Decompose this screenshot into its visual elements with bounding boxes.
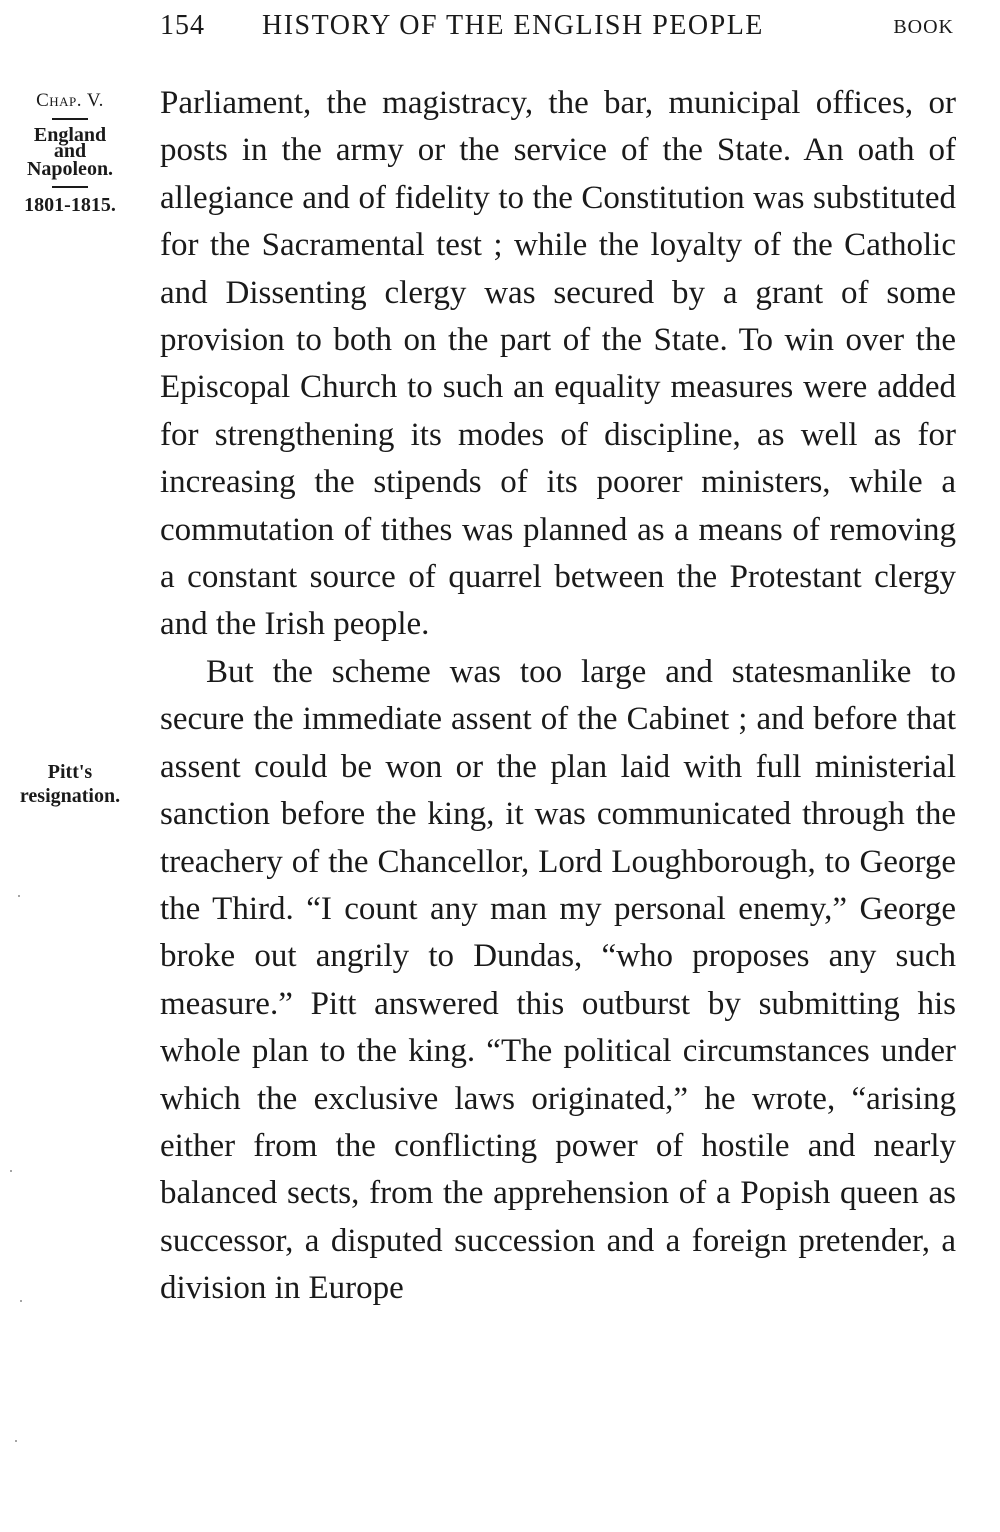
chapter-label: Chap. V. [36, 90, 104, 111]
chapter-dates: 1801-1815. [24, 194, 116, 216]
sidenote-line: resignation. [19, 785, 121, 807]
scan-speck [10, 1170, 12, 1172]
margin-rule [52, 118, 88, 120]
scan-speck [18, 895, 20, 897]
page-number: 154 [160, 10, 205, 41]
paragraph: Parliament, the magistracy, the bar, municipal offices, or posts in the army or the service of the State. An oath of allegiance and of fidelity to the Constitution was substituted for the Sacramental test ; while the loyalty of the Catholic and Dissenting clergy was secured by a grant of some provision to both on the part of the State. To win over the Episcopal Church to such an equality measures were added for strengthening its modes of discipline, as well as for increasing the stipends of its poorer ministers, while a commutation of tithes was planned as a means of removing a constant source of quarrel between the Protestant clergy and the Irish people. [160, 85, 956, 643]
running-title: HISTORY OF THE ENGLISH PEOPLE [262, 10, 764, 41]
body-text [160, 80, 956, 1313]
chapter-title-line: and [53, 140, 87, 162]
paragraph: But the scheme was too large and statesmanlike to secure the immediate assent of the Cabinet ; and before that assent could be won or the plan laid with full ministerial sanction before the king, it was communicated through the treachery of the Chancellor, Lord Loughborough, to George the Third. “I count any man my personal enemy,” George broke out angrily to Dundas, “who proposes any such measure.” Pitt answered this outburst by submitting his whole plan to the king. “The political circumstances under which the exclusive laws originated,” he wrote, “arising either from the conflicting power of hostile and nearly balanced sects, from the apprehension of a Popish queen as successor, a disputed succession and a foreign pretender, a division in Europe [160, 653, 956, 1307]
chapter-title-line: England [33, 124, 107, 146]
running-header [0, 10, 1000, 46]
sidenote-line: Pitt's [47, 761, 93, 783]
margin-sidenote [0, 760, 140, 808]
scan-speck [15, 1440, 17, 1442]
margin-chapter-heading [0, 90, 140, 216]
chapter-title-line: Napoleon. [26, 158, 114, 180]
scan-speck [20, 1300, 22, 1302]
book-label: BOOK [893, 16, 954, 38]
margin-rule [52, 186, 88, 188]
